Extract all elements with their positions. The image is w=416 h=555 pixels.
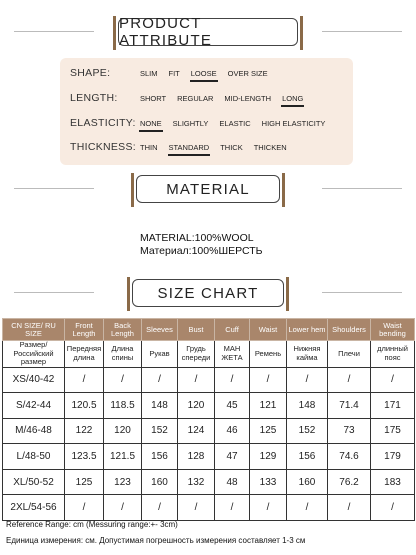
table-cell: 118.5 — [104, 393, 142, 419]
table-cell: 132 — [178, 469, 215, 495]
attr-option: MID-LENGTH — [224, 93, 272, 103]
table-cell: / — [142, 367, 178, 393]
material-en: MATERIAL:100%WOOL — [140, 232, 254, 244]
table-cell: / — [178, 495, 215, 521]
table-cell: 123.5 — [65, 444, 104, 470]
attr-option-selected: NONE — [140, 118, 162, 128]
table-cell: 124 — [178, 418, 215, 444]
size-cell: XL/50-52 — [3, 469, 65, 495]
attr-label: SHAPE: — [70, 67, 111, 79]
table-cell: 71.4 — [328, 393, 371, 419]
table-cell: 148 — [142, 393, 178, 419]
material-text — [140, 232, 263, 258]
table-cell: 122 — [65, 418, 104, 444]
col-header-ru: длинный пояс — [371, 341, 415, 368]
table-row — [3, 418, 415, 444]
divider — [14, 31, 94, 32]
col-header-ru: Передняя длина — [65, 341, 104, 368]
table-cell: 121.5 — [104, 444, 142, 470]
product-attribute-header — [0, 16, 416, 48]
table-cell: 74.6 — [328, 444, 371, 470]
attr-row-elasticity — [70, 114, 336, 132]
attr-label: LENGTH: — [70, 92, 118, 104]
attr-option-selected: LONG — [282, 93, 304, 103]
table-cell: / — [250, 367, 287, 393]
table-cell: / — [178, 367, 215, 393]
attr-row-length — [70, 89, 314, 107]
size-chart-header — [0, 277, 416, 309]
table-cell: 46 — [215, 418, 250, 444]
table-row — [3, 393, 415, 419]
table-cell: 179 — [371, 444, 415, 470]
table-cell: 73 — [328, 418, 371, 444]
attr-option: SHORT — [140, 93, 167, 103]
attr-option: THICK — [220, 142, 243, 152]
col-header-ru: Нижняя кайма — [287, 341, 328, 368]
col-header: Shoulders — [328, 319, 371, 341]
table-cell: 152 — [287, 418, 328, 444]
attr-label: THICKNESS: — [70, 141, 137, 153]
material-ru: Материал:100%ШЕРСТЬ — [140, 245, 263, 257]
header-row-en — [3, 319, 415, 341]
size-cell: M/46-48 — [3, 418, 65, 444]
col-header: Back Length — [104, 319, 142, 341]
table-cell: 125 — [65, 469, 104, 495]
col-header-ru: Рукав — [142, 341, 178, 368]
table-cell: 160 — [142, 469, 178, 495]
col-header-ru: Длина спины — [104, 341, 142, 368]
divider — [14, 188, 94, 189]
col-header: CN SIZE/ RU SIZE — [3, 319, 65, 341]
table-cell: / — [287, 495, 328, 521]
table-cell: 171 — [371, 393, 415, 419]
table-cell: 175 — [371, 418, 415, 444]
col-header: Cuff — [215, 319, 250, 341]
table-cell: / — [142, 495, 178, 521]
attr-option: ELASTIC — [219, 118, 251, 128]
section-title: SIZE CHART — [132, 279, 284, 307]
table-cell: / — [287, 367, 328, 393]
divider — [322, 292, 402, 293]
attr-option: REGULAR — [177, 93, 214, 103]
table-cell: 128 — [178, 444, 215, 470]
size-cell: 2XL/54-56 — [3, 495, 65, 521]
col-header: Lower hem — [287, 319, 328, 341]
col-header-ru: Ремень — [250, 341, 287, 368]
col-header-ru: Плечи — [328, 341, 371, 368]
attr-option: SLIM — [140, 68, 158, 78]
divider — [14, 292, 94, 293]
table-cell: / — [328, 495, 371, 521]
header-row-ru — [3, 341, 415, 368]
table-cell: 123 — [104, 469, 142, 495]
attr-row-shape — [70, 64, 279, 82]
table-row — [3, 469, 415, 495]
table-row — [3, 367, 415, 393]
table-cell: / — [104, 367, 142, 393]
table-cell: / — [65, 367, 104, 393]
size-cell: L/48-50 — [3, 444, 65, 470]
attr-option: HIGH ELASTICITY — [261, 118, 326, 128]
table-cell: / — [328, 367, 371, 393]
table-cell: 47 — [215, 444, 250, 470]
table-cell: 148 — [287, 393, 328, 419]
table-cell: 120 — [104, 418, 142, 444]
table-cell: / — [371, 495, 415, 521]
size-cell: S/42-44 — [3, 393, 65, 419]
table-cell: 48 — [215, 469, 250, 495]
reference-note-en: Reference Range: cm (Messuring range:+- 3cm) — [6, 520, 178, 529]
table-cell: 129 — [250, 444, 287, 470]
table-cell: / — [215, 495, 250, 521]
attribute-panel — [60, 58, 353, 165]
col-header: Sleeves — [142, 319, 178, 341]
table-cell: / — [104, 495, 142, 521]
col-header-ru: МАН ЖЕТА — [215, 341, 250, 368]
reference-note-ru: Единица измерения: см. Допустимая погрешность измерения составляет 1-3 см — [6, 536, 306, 545]
attr-option: THIN — [140, 142, 158, 152]
table-cell: / — [65, 495, 104, 521]
divider — [322, 188, 402, 189]
table-cell: 125 — [250, 418, 287, 444]
col-header: Waist bending — [371, 319, 415, 341]
col-header-ru: Размер/ Российский размер — [3, 341, 65, 368]
table-cell: / — [215, 367, 250, 393]
size-cell: XS/40-42 — [3, 367, 65, 393]
table-cell: 120 — [178, 393, 215, 419]
attr-option: FIT — [168, 68, 180, 78]
table-cell: 156 — [142, 444, 178, 470]
table-cell: 156 — [287, 444, 328, 470]
table-cell: 76.2 — [328, 469, 371, 495]
table-cell: 152 — [142, 418, 178, 444]
col-header: Waist — [250, 319, 287, 341]
table-cell: 160 — [287, 469, 328, 495]
table-cell: / — [250, 495, 287, 521]
attr-label: ELASTICITY: — [70, 117, 136, 129]
table-cell: 133 — [250, 469, 287, 495]
col-header: Bust — [178, 319, 215, 341]
attr-option-selected: STANDARD — [168, 142, 210, 152]
col-header-ru: Грудь спереди — [178, 341, 215, 368]
divider — [322, 31, 402, 32]
table-cell: 45 — [215, 393, 250, 419]
attr-row-thickness — [70, 138, 298, 156]
table-cell: 183 — [371, 469, 415, 495]
attr-option: OVER SIZE — [227, 68, 268, 78]
size-table — [2, 318, 415, 521]
attr-option-selected: LOOSE — [190, 68, 217, 78]
material-header — [0, 173, 416, 205]
attr-option: SLIGHTLY — [172, 118, 209, 128]
table-cell: 121 — [250, 393, 287, 419]
table-cell: 120.5 — [65, 393, 104, 419]
section-title: MATERIAL — [136, 175, 280, 203]
col-header: Front Length — [65, 319, 104, 341]
table-row — [3, 444, 415, 470]
table-row — [3, 495, 415, 521]
attr-option: THICKEN — [253, 142, 287, 152]
table-cell: / — [371, 367, 415, 393]
section-title: PRODUCT ATTRIBUTE — [118, 18, 298, 46]
